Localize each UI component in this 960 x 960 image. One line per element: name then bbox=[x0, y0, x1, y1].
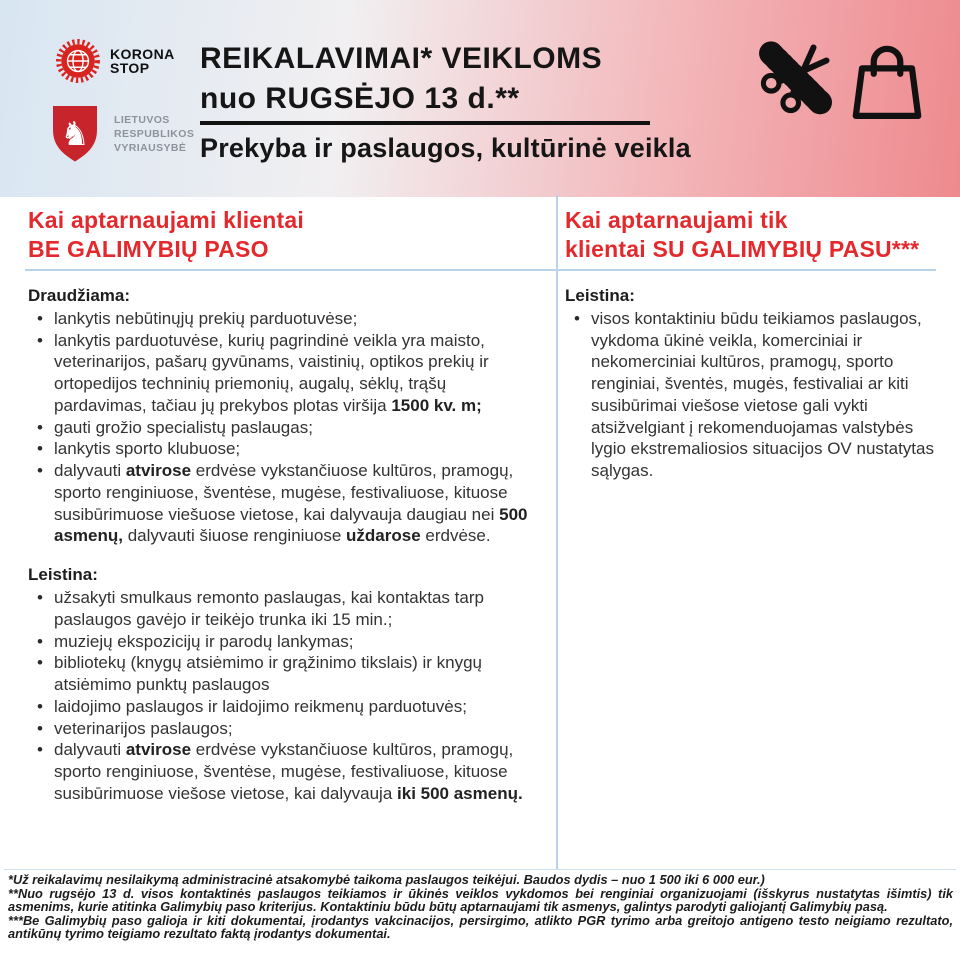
gov-logo-line1: LIETUVOS bbox=[114, 113, 170, 126]
title-underline bbox=[200, 121, 650, 125]
allowed-label-right: Leistina: bbox=[565, 285, 635, 305]
shopping-bag-icon bbox=[848, 40, 926, 129]
column-with-pass bbox=[565, 206, 949, 482]
list-item: • dalyvauti atvirose erdvėse vykstančiuose kultūros, pramogų, sporto renginiuose, šventėse, mugėse, festivaliuose, kituose susibūrimuose viešuose vietose, kai dalyvauja daugiau nei 500 asmenų, dalyvauti šiuose renginiuose uždarose erdvėse. bbox=[28, 460, 536, 547]
column-right-heading-line1: Kai aptarnaujami tik bbox=[565, 207, 788, 233]
scissors-comb-icon bbox=[748, 34, 840, 131]
list-item: • dalyvauti atvirose erdvėse vykstančiuose kultūros, pramogų, sporto renginiuose, šventėse, mugėse, festivaliuose, kituose susibūrimuose viešose vietose, kai dalyvauja iki 500 asmenų. bbox=[28, 739, 536, 804]
list-item: • laidojimo paslaugos ir laidojimo reikmenų parduotuvės; bbox=[28, 696, 536, 718]
footnote-1: *Už reikalavimų nesilaikymą administracinė atsakomybė taikoma paslaugos teikėjui. Baudos dydis – nuo 1 500 iki 6 000 eur.) bbox=[8, 872, 765, 887]
footnotes bbox=[8, 873, 953, 941]
column-without-pass bbox=[28, 206, 536, 805]
forbidden-list bbox=[28, 308, 536, 547]
allowed-list-right bbox=[565, 308, 949, 482]
header-banner bbox=[0, 0, 960, 197]
gov-logo-line2: RESPUBLIKOS bbox=[114, 127, 195, 140]
gov-logo-line3: VYRIAUSYBĖ bbox=[114, 142, 187, 155]
column-divider bbox=[556, 195, 558, 870]
list-item: • muziejų ekspozicijų ir parodų lankymas; bbox=[28, 631, 536, 653]
korona-stop-virus-icon bbox=[55, 38, 101, 84]
page-title-line2: nuo RUGSĖJO 13 d.** bbox=[200, 82, 520, 115]
allowed-list-left bbox=[28, 587, 536, 805]
list-item: • gauti grožio specialistų paslaugas; bbox=[28, 417, 536, 439]
column-right-heading-line2: klientai SU GALIMYBIŲ PASU*** bbox=[565, 235, 920, 262]
column-right-heading bbox=[565, 206, 949, 264]
column-left-heading bbox=[28, 206, 536, 264]
page-title-line1: REIKALAVIMAI* VEIKLOMS bbox=[200, 42, 603, 75]
list-item: • lankytis nebūtinųjų prekių parduotuvėse; bbox=[28, 308, 536, 330]
korona-logo-line1: KORONA bbox=[110, 45, 175, 62]
korona-stop-logo bbox=[55, 38, 175, 84]
korona-stop-wordmark bbox=[110, 47, 175, 76]
list-item: • visos kontaktiniu būdu teikiamos paslaugos, vykdoma ūkinė veikla, komerciniai ir nekomerciniai kultūros, pramogų, sporto renginiai, šventės, mugės, festivaliai ar kiti susibūrimai viešose vietose gali vykti atsižvelgiant į rekomenduojamas valstybės lygio ekstremaliosios situacijos OV nustatytas sąlygas. bbox=[565, 308, 949, 482]
list-item: • lankytis sporto klubuose; bbox=[28, 438, 536, 460]
column-left-heading-line2: BE GALIMYBIŲ PASO bbox=[28, 235, 269, 262]
page-subtitle: Prekyba ir paslaugos, kultūrinė veikla bbox=[200, 133, 691, 163]
svg-text:♞: ♞ bbox=[60, 114, 90, 153]
government-wordmark bbox=[114, 113, 194, 156]
list-item: • veterinarijos paslaugos; bbox=[28, 718, 536, 740]
footnote-2: **Nuo rugsėjo 13 d. visos kontaktinės paslaugos teikiamos ir ūkinės veiklos vykdomos bei renginiai organizuojami (išskyrus nustatytas išimtis) tik asmenims, kurie atitinka Galimybių paso kriterijus. Kontaktiniu būdu būtų aptarnaujami tik asmenys, galintys parodyti galiojantį Galimybių pasą. bbox=[8, 885, 953, 915]
list-item: • užsakyti smulkaus remonto paslaugas, kai kontaktas tarp paslaugos gavėjo ir teikėjo trunka iki 15 min.; bbox=[28, 587, 536, 631]
allowed-label-left: Leistina: bbox=[28, 565, 98, 585]
vytis-coat-of-arms-icon bbox=[50, 104, 100, 164]
government-logo bbox=[50, 104, 194, 164]
forbidden-label: Draudžiama: bbox=[28, 285, 131, 305]
footnote-3: ***Be Galimybių paso galioja ir kiti dokumentai, įrodantys vakcinacijos, persirgimo, atlikto PGR tyrimo arba greitojo antigeno testo neigiamo rezultato, antikūnų tyrimo teigiamo rezultato faktą įrodantys dokumentai. bbox=[8, 912, 953, 942]
footnotes-separator-line bbox=[4, 869, 956, 870]
list-item: • lankytis parduotuvėse, kurių pagrindinė veikla yra maisto, veterinarijos, pašarų gyvūnams, vaistinių, optikos prekių ir ortopedijos techninių priemonių, augalų, sėklų, trąšų pardavimas, tačiau jų prekybos plotas viršija 1500 kv. m; bbox=[28, 330, 536, 417]
list-item: • bibliotekų (knygų atsiėmimo ir grąžinimo tikslais) ir knygų atsiėmimo punktų paslaugos bbox=[28, 652, 536, 696]
column-left-heading-line1: Kai aptarnaujami klientai bbox=[28, 207, 304, 233]
korona-logo-line2: STOP bbox=[110, 60, 150, 76]
